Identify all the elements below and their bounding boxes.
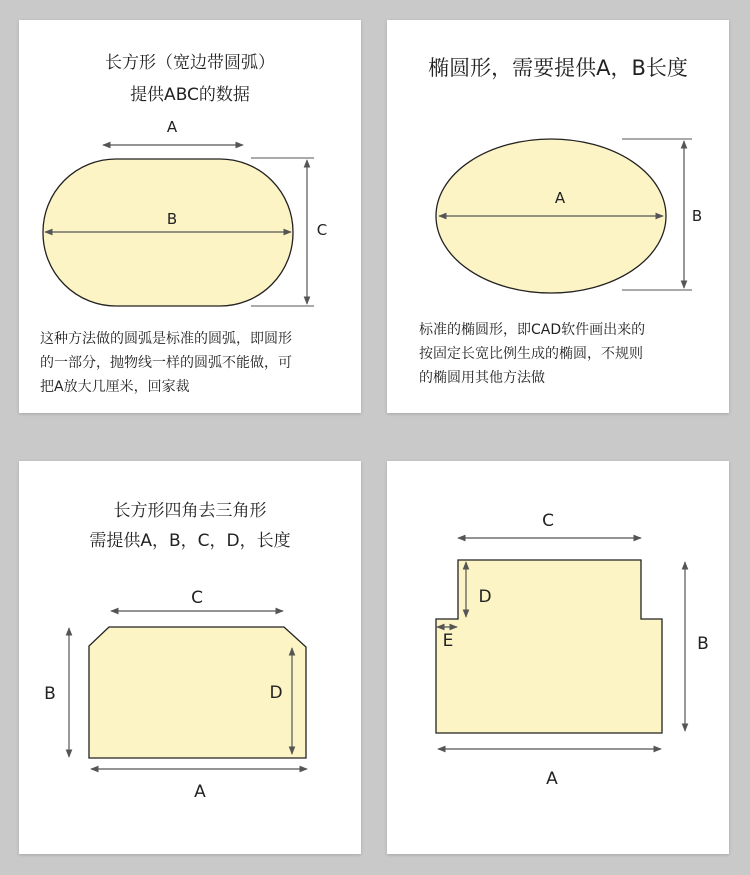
- panel-rounded-rectangle: [19, 20, 361, 413]
- panel-chamfered-rectangle: [19, 461, 361, 854]
- panel-2-title: 椭圆形，需要提供A，B长度: [428, 56, 688, 80]
- dimension-b-label: B: [697, 634, 709, 654]
- panel-stepped-rectangle: [387, 461, 729, 854]
- panel-3-title-line-2: 需提供A，B，C，D，长度: [89, 531, 291, 551]
- dimension-c-label: C: [542, 511, 554, 531]
- stepped-rectangle-diagram: [387, 461, 729, 854]
- dimension-a-label: A: [166, 118, 178, 136]
- dimension-d-label: D: [478, 587, 492, 607]
- panel-2-description-line-3: 的椭圆用其他方法做: [419, 370, 545, 386]
- dimension-d-label: D: [269, 683, 283, 703]
- dimension-e-label: E: [442, 631, 454, 651]
- panel-1-description-line-3: 把A放大几厘米，回家裁: [40, 379, 190, 395]
- panel-3-title-line-1: 长方形四角去三角形: [113, 501, 267, 521]
- panel-1-description-line-1: 这种方法做的圆弧是标准的圆弧，即圆形: [40, 331, 292, 347]
- chamfered-rectangle-diagram: [19, 461, 361, 854]
- dimension-b-label: B: [166, 210, 178, 228]
- panel-1-description-line-2: 的一部分，抛物线一样的圆弧不能做，可: [40, 355, 292, 371]
- dimension-b-label: B: [44, 684, 56, 704]
- panel-2-description-line-2: 按固定长宽比例生成的椭圆，不规则: [419, 346, 643, 362]
- dimension-b-label: B: [691, 207, 703, 225]
- panel-ellipse: [387, 20, 729, 413]
- stepped-rectangle-shape: [436, 560, 662, 733]
- panel-1-title-line-2: 提供ABC的数据: [130, 85, 250, 105]
- dimension-a-label: A: [546, 769, 558, 789]
- dimension-a-label: A: [194, 782, 206, 802]
- dimension-c-label: C: [316, 221, 328, 239]
- panel-1-title-line-1: 长方形（宽边带圆弧）: [105, 53, 275, 73]
- dimension-c-label: C: [191, 588, 203, 608]
- panel-2-description-line-1: 标准的椭圆形，即CAD软件画出来的: [419, 322, 646, 338]
- dimension-a-label: A: [554, 189, 566, 207]
